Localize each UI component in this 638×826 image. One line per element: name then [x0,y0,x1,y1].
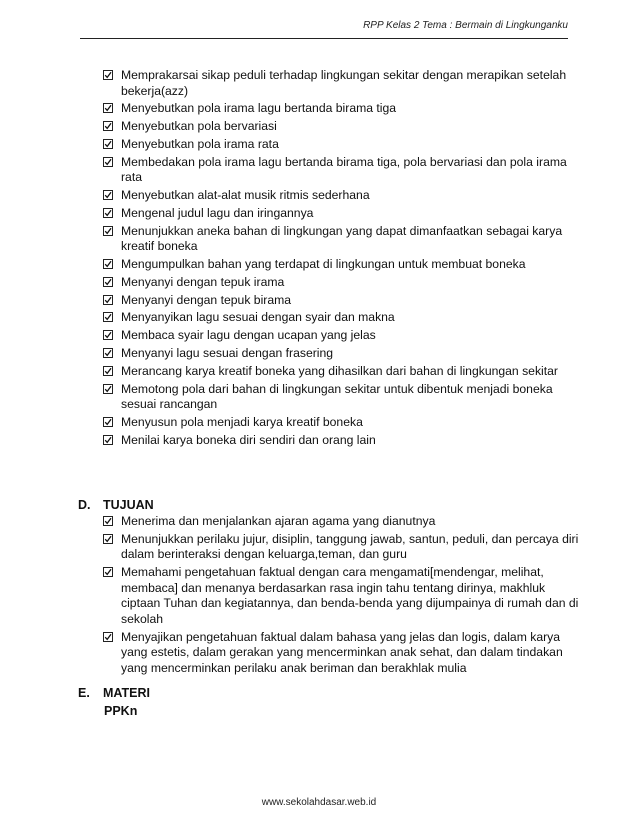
checklist-item-text: Mengenal judul lagu dan iringannya [121,205,314,220]
checklist-item [103,155,583,186]
checklist-item-text: Menyebutkan pola bervariasi [121,119,277,134]
checklist-item [103,565,583,627]
checkbox-checked-icon [103,208,113,218]
checkbox-checked-icon [103,139,113,149]
checklist-item [103,68,583,99]
checklist-item [103,630,583,677]
checklist-item [103,514,583,530]
checklist-item [103,310,583,326]
indikator-list [103,68,583,450]
checklist-item-text: Menyanyi dengan tepuk irama [121,274,285,289]
section-number: E. [78,686,90,700]
page-header: RPP Kelas 2 Tema : Bermain di Lingkunganku [363,20,568,31]
checklist-item [103,293,583,309]
checklist-item [103,206,583,222]
checkbox-checked-icon [103,70,113,80]
checklist-item [103,328,583,344]
materi-subheading: PPKn [104,704,138,718]
checklist-item [103,119,583,135]
checklist-item [103,532,583,563]
checkbox-checked-icon [103,366,113,376]
section-number: D. [78,498,91,512]
checkbox-checked-icon [103,516,113,526]
checklist-item-text: Menyanyi lagu sesuai dengan frasering [121,345,334,360]
checklist-item-text: Menunjukkan perilaku jujur, disiplin, tanggung jawab, santun, peduli, dan percaya diri dalam berinteraksi dengan keluarga,teman, dan guru [121,531,579,562]
checkbox-checked-icon [103,435,113,445]
checklist-item-text: Menerima dan menjalankan ajaran agama yang dianutnya [121,514,436,528]
checkbox-checked-icon [103,534,113,544]
checkbox-checked-icon [103,157,113,167]
header-rule [80,38,568,39]
checklist-item [103,275,583,291]
checkbox-checked-icon [103,384,113,394]
checkbox-checked-icon [103,226,113,236]
checklist-item [103,101,583,117]
checklist-item [103,433,583,449]
checkbox-checked-icon [103,103,113,113]
checkbox-checked-icon [103,330,113,340]
checklist-item-text: Menyebutkan pola irama lagu bertanda birama tiga [121,101,397,116]
checklist-item [103,224,583,255]
checklist-item-text: Menyajikan pengetahuan faktual dalam bahasa yang jelas dan logis, dalam karya yang estetis, dalam gerakan yang mencerminkan anak sehat, dan dalam tindakan yang mencerminkan perilaku anak beriman dan berakhlak mulia [121,629,563,675]
checklist-item-text: Memprakarsai sikap peduli terhadap lingkungan sekitar dengan merapikan setelah bekerja(azz) [121,68,567,98]
checklist-item-text: Membedakan pola irama lagu bertanda birama tiga, pola bervariasi dan pola irama rata [121,154,567,185]
checklist-item-text: Menyebutkan alat-alat musik ritmis sederhana [121,188,370,203]
checklist-item-text: Menyanyikan lagu sesuai dengan syair dan makna [121,310,395,325]
checklist-item-text: Menyusun pola menjadi karya kreatif boneka [121,414,363,429]
checkbox-checked-icon [103,417,113,427]
checklist-item [103,137,583,153]
checkbox-checked-icon [103,277,113,287]
checklist-item-text: Menilai karya boneka diri sendiri dan orang lain [121,432,376,447]
checkbox-checked-icon [103,259,113,269]
checkbox-checked-icon [103,295,113,305]
checklist-item-text: Mengumpulkan bahan yang terdapat di lingkungan untuk membuat boneka [121,257,526,272]
checklist-item [103,364,583,380]
checklist-item-text: Memotong pola dari bahan di lingkungan sekitar untuk dibentuk menjadi boneka sesuai rancangan [121,381,553,412]
page-footer: www.sekolahdasar.web.id [261,797,377,808]
section-title: MATERI [103,686,150,700]
checklist-item-text: Menyebutkan pola irama rata [121,136,279,151]
checklist-item-text: Merancang karya kreatif boneka yang dihasilkan dari bahan di lingkungan sekitar [121,363,558,378]
checklist-item [103,382,583,413]
materi-heading [78,686,150,700]
checkbox-checked-icon [103,190,113,200]
checklist-item-text: Menunjukkan aneka bahan di lingkungan yang dapat dimanfaatkan sebagai karya kreatif boneka [121,223,563,254]
checklist-item-text: Membaca syair lagu dengan ucapan yang jelas [121,328,376,343]
checkbox-checked-icon [103,632,113,642]
checklist-item [103,415,583,431]
checklist-item [103,188,583,204]
tujuan-list [103,514,583,679]
checkbox-checked-icon [103,121,113,131]
section-title: TUJUAN [103,498,154,512]
checklist-item-text: Memahami pengetahuan faktual dengan cara mengamati[mendengar, melihat, membaca] dan menanya berdasarkan rasa ingin tahu tentang dirinya, makhluk ciptaan Tuhan dan kegiatannya, dan benda-benda yang dijumpainya di rumah dan di sekolah [121,565,579,626]
tujuan-heading [78,498,154,512]
checkbox-checked-icon [103,348,113,358]
checkbox-checked-icon [103,567,113,577]
checklist-item [103,346,583,362]
checklist-item-text: Menyanyi dengan tepuk birama [121,292,292,307]
checklist-item [103,257,583,273]
checkbox-checked-icon [103,312,113,322]
